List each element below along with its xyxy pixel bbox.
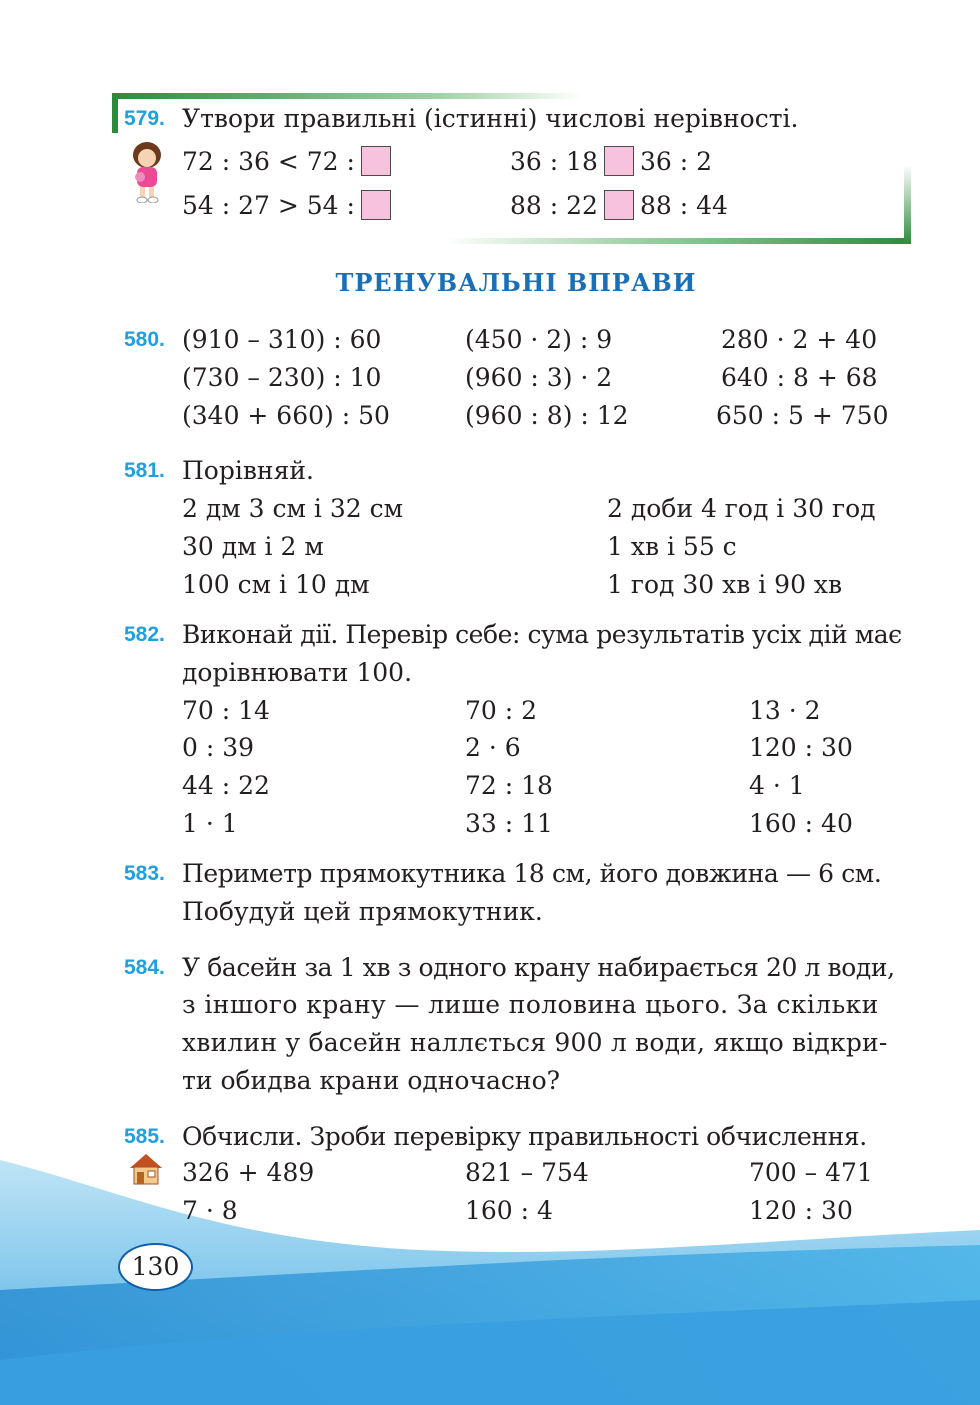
exercise-581-prompt: Порівняй. bbox=[182, 456, 314, 485]
frame-right-bar bbox=[904, 165, 911, 244]
compare-item: 2 дм 3 см і 32 см bbox=[182, 494, 404, 523]
expr: 1 · 1 bbox=[182, 809, 238, 838]
compare-item: 1 хв і 55 с bbox=[607, 532, 737, 561]
expr: 33 : 11 bbox=[465, 809, 553, 838]
expr: (730 – 230) : 10 bbox=[182, 363, 382, 392]
expr: (910 – 310) : 60 bbox=[182, 325, 382, 354]
ineq-row-2-a bbox=[182, 190, 397, 221]
exercise-number-579: 579. bbox=[124, 107, 165, 130]
frame-top-bar bbox=[112, 93, 582, 99]
ineq-text: 72 : 36 < 72 : bbox=[182, 147, 355, 176]
expr: 821 – 754 bbox=[465, 1158, 589, 1187]
exercise-584-line: ти обидва крани одночасно? bbox=[182, 1066, 561, 1095]
expr: (960 : 3) · 2 bbox=[465, 363, 613, 392]
expr: 13 · 2 bbox=[749, 696, 821, 725]
expr: (960 : 8) : 12 bbox=[465, 401, 629, 430]
answer-box[interactable] bbox=[361, 146, 391, 176]
exercise-583-line: Побудуй цей прямокутник. bbox=[182, 897, 543, 926]
exercise-582-line1: Виконай дії. Перевір себе: сума результатів усіх дій має bbox=[182, 620, 902, 649]
exercise-number-583: 583. bbox=[124, 862, 165, 885]
expr: 160 : 40 bbox=[749, 809, 853, 838]
exercise-579-prompt: Утвори правильні (істинні) числові нерівності. bbox=[182, 104, 799, 133]
ineq-row-1-b bbox=[510, 146, 712, 177]
exercise-number-582: 582. bbox=[124, 623, 165, 646]
compare-item: 1 год 30 хв і 90 хв bbox=[607, 570, 843, 599]
ineq-row-2-b bbox=[510, 190, 728, 221]
ineq-text: 88 : 22 bbox=[510, 191, 598, 220]
frame-left-bar bbox=[112, 93, 118, 133]
expr: 44 : 22 bbox=[182, 771, 270, 800]
expr: 120 : 30 bbox=[749, 1196, 853, 1225]
exercise-number-585: 585. bbox=[124, 1125, 165, 1148]
frame-bottom-bar bbox=[445, 238, 911, 244]
expr: 70 : 2 bbox=[465, 696, 538, 725]
exercise-585-prompt: Обчисли. Зроби перевірку правильності обчислення. bbox=[182, 1122, 867, 1151]
expr: 326 + 489 bbox=[182, 1158, 315, 1187]
answer-box[interactable] bbox=[604, 190, 634, 220]
exercise-584-line: хвилин у басейн наллється 900 л води, якщо відкри- bbox=[182, 1028, 888, 1057]
answer-box[interactable] bbox=[604, 146, 634, 176]
exercise-582-line2: дорівнювати 100. bbox=[182, 658, 413, 687]
compare-item: 2 доби 4 год і 30 год bbox=[607, 494, 876, 523]
exercise-number-581: 581. bbox=[124, 459, 165, 482]
compare-item: 100 см і 10 дм bbox=[182, 570, 370, 599]
girl-character-icon bbox=[128, 141, 166, 203]
exercise-584-line: з іншого крану — лише половина цього. За скільки bbox=[182, 990, 879, 1019]
expr: (450 · 2) : 9 bbox=[465, 325, 613, 354]
expr: 2 · 6 bbox=[465, 733, 521, 762]
house-homework-icon bbox=[128, 1152, 164, 1186]
ineq-row-1-a bbox=[182, 146, 397, 177]
expr: 700 – 471 bbox=[749, 1158, 873, 1187]
expr: 4 · 1 bbox=[749, 771, 805, 800]
expr: 120 : 30 bbox=[749, 733, 853, 762]
ineq-text: 36 : 18 bbox=[510, 147, 598, 176]
expr: 72 : 18 bbox=[465, 771, 553, 800]
page-number: 130 bbox=[118, 1243, 193, 1291]
expr: 640 : 8 + 68 bbox=[721, 363, 878, 392]
exercise-number-584: 584. bbox=[124, 956, 165, 979]
expr: 7 · 8 bbox=[182, 1196, 238, 1225]
exercise-583-line: Периметр прямокутника 18 см, його довжина — 6 см. bbox=[182, 859, 882, 888]
exercise-584-line: У басейн за 1 хв з одного крану набирається 20 л води, bbox=[182, 953, 895, 982]
expr: 160 : 4 bbox=[465, 1196, 553, 1225]
ineq-text: 88 : 44 bbox=[639, 191, 728, 220]
exercise-number-580: 580. bbox=[124, 328, 165, 351]
expr: 650 : 5 + 750 bbox=[716, 401, 889, 430]
compare-item: 30 дм і 2 м bbox=[182, 532, 324, 561]
expr: 280 · 2 + 40 bbox=[721, 325, 878, 354]
expr: (340 + 660) : 50 bbox=[182, 401, 390, 430]
expr: 70 : 14 bbox=[182, 696, 270, 725]
ineq-text: 54 : 27 > 54 : bbox=[182, 191, 355, 220]
answer-box[interactable] bbox=[361, 190, 391, 220]
section-title: ТРЕНУВАЛЬНІ ВПРАВИ bbox=[335, 268, 697, 297]
expr: 0 : 39 bbox=[182, 733, 255, 762]
ineq-text: 36 : 2 bbox=[639, 147, 712, 176]
